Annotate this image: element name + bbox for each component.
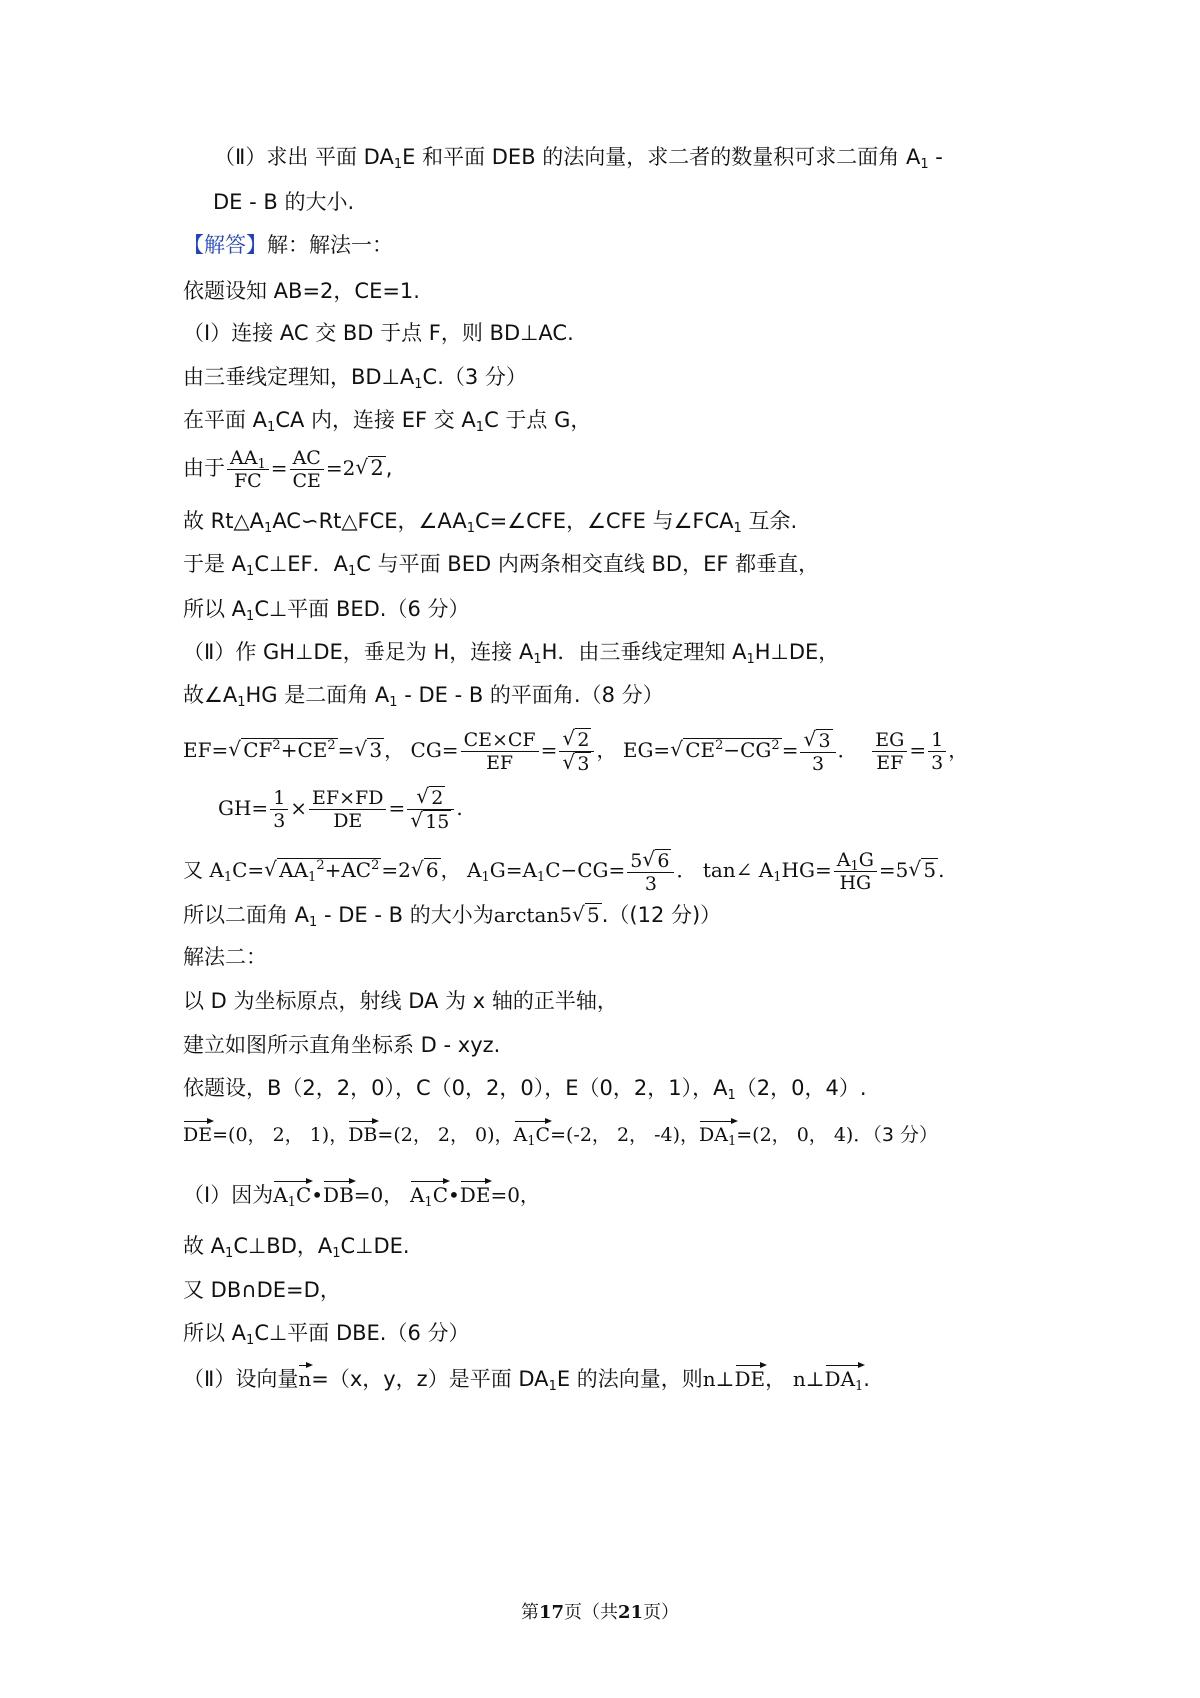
text-line: 由三垂线定理知，$BD\perp A_1C.(3$ 分） (183, 365, 527, 392)
fraction: √ 2 √ 3 (559, 728, 594, 775)
fraction: $\frac{CE\times CF}{EF}$ (461, 729, 539, 774)
radical: √ 6 (411, 842, 441, 898)
radical: √ $CF^2+CE^2$ (228, 722, 337, 778)
formula-line: 由于 $\frac{AA_1}{FC}$ = $\frac{AC}{CE}$ =2√ 2, (183, 442, 1050, 494)
text-line: 故 $A_1C\perp BD$，$A_1C\perp DE$. (183, 1234, 410, 1261)
vector: n (298, 1364, 311, 1394)
fraction: $\frac{AA_1}{FC}$ (227, 447, 269, 492)
vector: $A_1C$ (410, 1180, 448, 1210)
text-line: 以 D 为坐标原点，射线 DA 为 x 轴的正半轴， (183, 989, 618, 1013)
radical: √ 2 (355, 442, 385, 494)
text-line: 依题设知 AB=2，CE=1. (183, 279, 420, 303)
text-line: （Ⅱ）作 GH⊥DE，垂足为 H，连接 $A_1H$．由三垂线定理知 $A_1H\perp DE$， (183, 640, 840, 667)
fraction: $\frac{1}{3}$ (270, 787, 288, 832)
formula-line: （Ⅱ）设向量n=（x，y，z）是平面 $DA_1E$ 的法向量，则n⊥DE， $n\perp DA_1$. (183, 1364, 1050, 1394)
fraction: √ 2 √ 15 (407, 786, 454, 833)
radical: √ 5 (572, 900, 602, 930)
fraction: $\frac{1}{3}$ (928, 729, 946, 774)
text-line: 又 DB∩DE=D， (183, 1278, 341, 1302)
radical: √ 5 (908, 842, 938, 898)
vector: DE (183, 1120, 212, 1150)
text-line: 【解答】解：解法一： (183, 233, 393, 257)
fraction: $\frac{5√ 6}{3}$ (627, 849, 674, 895)
fraction: $\frac{AC}{CE}$ (290, 447, 324, 492)
fraction: √ $\frac{3}{3}$ (800, 729, 835, 775)
text-line: （Ⅱ）求出 平面 $DA_1E$ 和平面 DEB 的法向量，求二者的数量积可求二面角 $A_1$ - (214, 145, 943, 172)
formula-line: EF=√ $CF^2+CE^2$ =√ 3 ， CG= $\frac{CE\times CF}{EF}$ = √ 2 √ 3 ， EG=√ $CE^2-CG^2$ = √ $\frac{3}{3}$ ． $\frac{EG}{EF}$ = $\frac{1}{3}$ ， (183, 722, 1050, 778)
fraction: $\frac{EF\times FD}{DE}$ (309, 787, 386, 832)
text-line: 所以二面角 $A_1$ - DE - B 的大小为arctan5√ 5.（(12 分)） (183, 900, 1050, 930)
radical: √ $CE^2-CG^2$ (670, 722, 782, 778)
formula-line: 又 $A_1C=√$ $AA_1^2+AC^2 =2√$ 6 ， $A_1G=A_1C-CG=$ $\frac{5√ 6}{3}$ ． tan∠ $A_1HG=$ $\frac{A_1G}{HG}$ =5√ 5 . (183, 842, 1050, 898)
vector: DE (460, 1180, 491, 1210)
text-line: 所以 $A_1C\perp$平面 DBE.（6 分） (183, 1321, 470, 1348)
text-line: （Ⅰ）连接 AC 交 BD 于点 F，则 BD⊥AC. (183, 321, 574, 345)
radical: √ $AA_1^2+AC^2$ (264, 842, 381, 898)
text-line: 在平面 $A_1CA$ 内，连接 EF 交 $A_1C$ 于点 G， (183, 408, 592, 435)
text-line: DE - B 的大小. (213, 190, 355, 214)
formula-line: DE=(0， 2， 1)，DB=(2， 2， 0)，$A_1C=(-2$， 2， -4)，$DA_1=(2$， 0， 4)．（3 分） (183, 1120, 1050, 1150)
page-total: 21 (618, 1602, 644, 1623)
text-line: 故 $Rt\triangle A_1AC∽Rt\triangle FCE$，$\angle AA_1C=\angle CFE$，∠CFE 与$\angle FCA_1$ 互余. (183, 509, 798, 536)
radical: √ 3 (354, 722, 384, 778)
answer-label: 【解答】 (183, 233, 267, 257)
formula-line: GH= $\frac{1}{3}$ × $\frac{EF\times FD}{DE}$ = √ 2 √ 15 . (218, 780, 1050, 836)
text-line: 解法二： (183, 945, 267, 969)
fraction: $\frac{EG}{EF}$ (872, 729, 907, 774)
text-line: 依题设，B（2，2，0），C（0，2，0），E（0，2，1），$A_1(2$，0，4）. (183, 1076, 867, 1103)
fraction: $\frac{A_1G}{HG}$ (834, 849, 877, 894)
vector: $A_1C$ (514, 1120, 551, 1150)
vector: $DA_1$ (825, 1364, 864, 1394)
page-footer: 第17页（共21页） (520, 1602, 680, 1623)
vector: $DA_1$ (699, 1120, 736, 1150)
vector: DE (735, 1364, 766, 1394)
vector: DB (323, 1180, 354, 1210)
vector: $A_1C$ (273, 1180, 311, 1210)
page-number: 17 (538, 1602, 564, 1623)
vector: DB (348, 1120, 377, 1150)
formula-line: （Ⅰ）因为$A_1C•DB=0$， $A_1C•DE=0$， (183, 1180, 1050, 1210)
text-line: 所以 $A_1C\perp$平面 BED.（6 分） (183, 597, 470, 624)
text-line: 于是 $A_1C\perp EF$．$A_1C$ 与平面 BED 内两条相交直线 BD，EF 都垂直， (183, 552, 820, 579)
text-line: 建立如图所示直角坐标系 D - xyz. (183, 1033, 501, 1057)
text-line: 故$\angle A_1HG$ 是二面角 $A_1$ - DE - B 的平面角.（8 分） (183, 683, 664, 710)
